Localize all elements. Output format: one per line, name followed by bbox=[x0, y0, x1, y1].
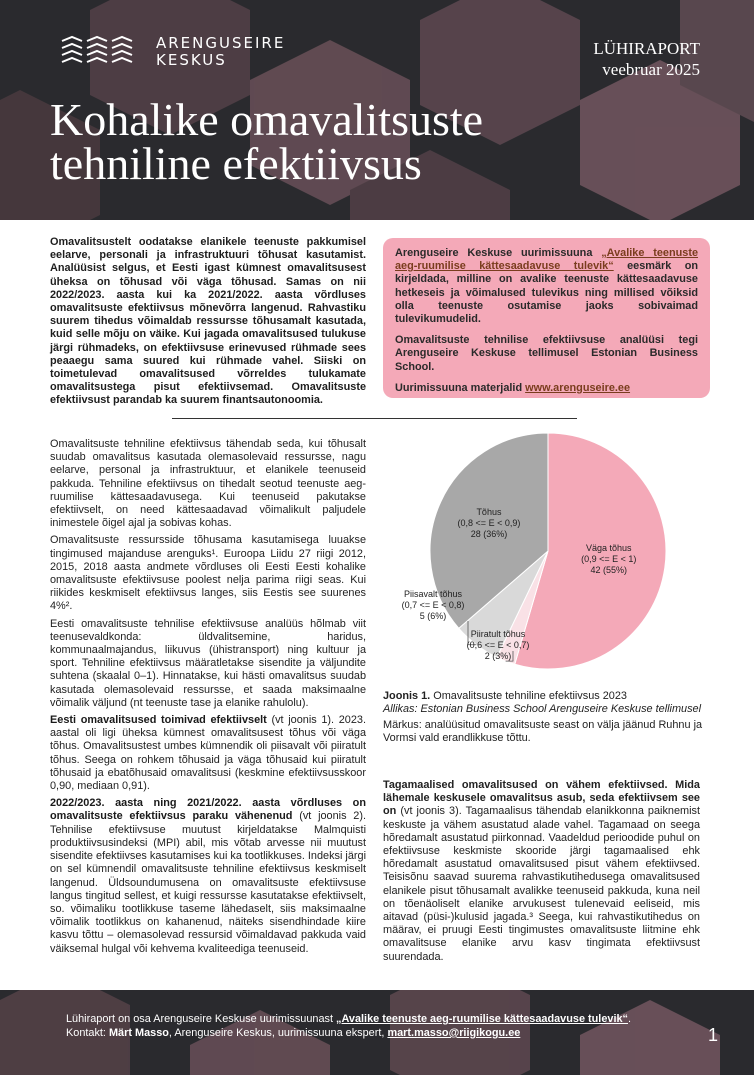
footer-line-1 bbox=[66, 1012, 631, 1026]
slice-value: 28 (36%) bbox=[470, 529, 508, 540]
paragraph: Omavalitsuste tehniline efektiivsus tähendab seda, kui tõhusalt suudab omavalitsus kasutada olemasolevaid ressursse, nagu eelarve, personal ja infrastruktuur, et elanikele teenuseid pakkuda. Tehniline efektiivsus on tihedalt seotud teenuste aeg-ruumilise kättesaadavusega. Kui teenuseid pakutakse efektiivselt, on need kättesaadavad võimalikult paljudele inimestele õigel ajal ja sobivas kohas. bbox=[50, 438, 366, 530]
paragraph: Eesti omavalitsuste tehnilise efektiivsuse analüüs hõlmab viit teenusevaldkonda: üldvalitsemine, haridus, kommunaalmajandus, liikuvus (ühistransport) ning kultuur ja sport. Tehniline efektiivsus määratletakse sisendite ja väljundite suhtena (skaalal 0–1). Hinnatakse, kui hästi omavalitsus suudab kasutada olemasolevaid ressursse, et saada maksimaalne võimalik väljund (nt teenuste tase ja elanike rahulolu). bbox=[50, 617, 366, 709]
slice-value: 42 (55%) bbox=[590, 564, 627, 575]
pie-label-1 bbox=[453, 629, 543, 662]
info-text: Uurimissuuna materjalid bbox=[395, 381, 526, 394]
paragraph-text: (vt joonis 3). Tagamaalisus tähendab elanikkonna paiknemist keskuste ja vähem asustatud alade vahel. Tagamaad on seega hõredamalt asustatud piirkonnad. Vaadeldud perioodide puhul on efektiivsuse keskmiste skooride järgi tagamaalised ehk hõredamalt asustatud omavalitsused pisut vähem efektiivsed. Teisisõnu saavad suurema rahvastikutihedusega omavalitsused elanikele pisut tõhusamalt avalikke teenuseid pakkuda, kuna neil on tõenäoliselt elanike arvukusest tulenevaid eeliseid, mis aitavad (püsi-)kulusid jagada.³ Seega, kui rahvastikutihedus on määrav, ei pruugi Eesti tingimustes omavalitsuste liitmine ehk omavalitsuse elanike arvu kasv tingimata efektiivsust suurendada. bbox=[383, 805, 700, 963]
figure-label: Joonis 1. bbox=[383, 690, 431, 702]
pie-chart-svg bbox=[383, 426, 713, 686]
contact-email-link[interactable]: mart.masso@riigikogu.ee bbox=[387, 1027, 521, 1039]
slice-value: 5 (6%) bbox=[419, 611, 447, 621]
info-paragraph-1 bbox=[395, 247, 698, 326]
arenguseire-logo-icon bbox=[60, 35, 136, 69]
logo-line1: ARENGUSEIRE bbox=[156, 34, 286, 52]
slice-range: (0,8 <= E < 0,9) bbox=[457, 518, 521, 529]
paragraph-text: (vt joonis 1). 2023. aastal oli ligi üheksa kümnest omavalitsusest tõhus või väga tõhus. Omavalitsustest umbes kümnendik oli piisavalt või piiratult tõhus. Seega on rohkem tõhusaid ja väga tõhusaid kui piiratult tõhusaid ja ebatõhusaid omavalitsusi (keskmine efektiivsusskoor 0,90, mediaan 0,91). bbox=[50, 714, 366, 793]
slice-name: Piiratult tõhus bbox=[470, 629, 526, 639]
pie-label-3 bbox=[444, 507, 534, 540]
pie-label-2 bbox=[388, 589, 478, 622]
header-banner bbox=[0, 0, 754, 220]
page-number: 1 bbox=[707, 1025, 718, 1045]
paragraph-lead: 2022/2023. aasta ning 2021/2022. aasta võrdluses on omavalitsuste efektiivsus paraku vähenenud bbox=[50, 797, 366, 823]
footer-text-part: , Arenguseire Keskus, uurimissuuna ekspert, bbox=[168, 1027, 388, 1039]
paragraph-text: (vt joonis 2). Tehnilise efektiivsuse muutust kirjeldatakse Malmquisti produktiivsusindeksi (MPI) abil, mis võtab arvesse nii muutust sisendite efektiivses kasutamises kui ka tootlikkuses. Indeksi järgi on sel kümnendil omavalitsuste tehniline efektiivsus keskmiselt langenud. Üldsoundumusena on omavalitsuste efektiivsuse langus tingitud sellest, et kuigi ressursse kasutatakse efektiivselt, so. võimaliku tootlikkuse taseme lähedaselt, siis maksimaalne võimalik tootlikkus on kahanenud, näiteks sisendhindade kiire kasvu tõttu – olemasolevad ressursid võimaldavad pakkuda vaid väiksemal hulgal või kehvema kvaliteediga teenuseid. bbox=[50, 810, 366, 955]
info-text: eesmärk on kirjeldada, milline on avalike teenuste kättesaadavuse hetkeseis ja võimalused tulevikus ning millised võiksid olla teenuste osutamise jaoks sobivaimad tulevikumudelid. bbox=[395, 260, 698, 326]
body-right-column bbox=[383, 779, 700, 964]
figure-title: Omavalitsuste tehniline efektiivsus 2023 bbox=[430, 690, 627, 702]
contact-name: Märt Masso bbox=[108, 1027, 169, 1039]
slice-name: Tõhus bbox=[476, 507, 502, 518]
slice-range: (0,6 <= E < 0,7) bbox=[466, 640, 530, 650]
footer bbox=[0, 990, 754, 1075]
slice-range: (0,9 <= E < 1) bbox=[581, 553, 637, 564]
report-type: LÜHIRAPORT bbox=[593, 39, 700, 58]
logo bbox=[60, 35, 285, 69]
body-left-column bbox=[50, 438, 366, 960]
info-paragraph-2: Omavalitsuste tehnilise efektiivsuse analüüsi tegi Arenguseire Keskuse tellimusel Estonian Business School. bbox=[395, 334, 698, 373]
footer-text-part: Lühiraport on osa Arenguseire Keskuse uurimissuunast bbox=[66, 1013, 337, 1025]
paragraph-lead: Eesti omavalitsused toimivad efektiivselt bbox=[50, 714, 267, 727]
report-date: veebruar 2025 bbox=[602, 60, 700, 79]
figure-source: Allikas: Estonian Business School Arenguseire Keskuse tellimusel bbox=[383, 703, 702, 715]
slice-name: Piisavalt tõhus bbox=[403, 589, 463, 599]
research-direction-link[interactable]: „Avalike teenuste aeg-ruumilise kättesaadavuse tulevik“ bbox=[395, 247, 699, 273]
slice-value: 2 (3%) bbox=[484, 651, 512, 661]
page-title bbox=[50, 94, 484, 189]
website-link[interactable]: www.arenguseire.ee bbox=[525, 381, 631, 394]
footer-text bbox=[66, 1012, 631, 1040]
title-line1: Kohalike omavalitsuste bbox=[50, 94, 484, 145]
logo-line2: KESKUS bbox=[156, 51, 227, 69]
paragraph bbox=[50, 797, 366, 955]
efficiency-pie-chart bbox=[383, 426, 713, 686]
intro-summary: Omavalitsustelt oodatakse elanikele teenuste pakkumisel eelarve, personali ja infrastruktuuri tõhusat kasutamist. Analüüsist selgus, et Eesti igast kümnest omavalitsusest üheksa on tõhusad või väga tõhusad. Samas on nii 2022/2023. aasta kui ka 2021/2022. aasta võrdluses omavalitsuste efektiivsus mõnevõrra langenud. Rahvastiku suurem tihedus võimaldab ressursse tõhusamalt kasutada, kuid selle mõju on väike. Kui jagada omavalitsused tulukuse järgi rühmadeks, on efektiivsuse erinevused rühmade sees peaaegu sama suured kui rühmade vahel. Siiski on toimetulevad omavalitsused võrreldes tulukamate omavalitsustega pisut efektiivsemad. Omavalitsuste efektiivsust parandab ka suurem finantsautonoomia. bbox=[50, 236, 366, 407]
section-divider bbox=[172, 418, 577, 419]
title-line2: tehniline efektiivsus bbox=[50, 138, 422, 189]
footer-research-link[interactable]: „Avalike teenuste aeg-ruumilise kättesaadavuse tulevik“ bbox=[336, 1013, 628, 1025]
paragraph bbox=[50, 714, 366, 793]
figure-note: Märkus: analüüsitud omavalitsuste seast on välja jäänud Ruhnu ja Vormsi vald erandlikkuse tõttu. bbox=[383, 719, 703, 744]
footer-line-2 bbox=[66, 1026, 631, 1040]
info-paragraph-3 bbox=[395, 382, 698, 395]
pie-label-0 bbox=[564, 543, 654, 576]
slice-name: Väga tõhus bbox=[585, 542, 632, 553]
footer-text-part: Kontakt: bbox=[66, 1027, 109, 1039]
report-tag bbox=[593, 38, 700, 80]
paragraph bbox=[383, 779, 700, 964]
slice-range: (0,7 <= E < 0,8) bbox=[401, 600, 465, 610]
info-box bbox=[383, 238, 710, 398]
figure-title-line bbox=[383, 690, 710, 703]
figure-caption bbox=[383, 690, 710, 745]
info-text: Arenguseire Keskuse uurimissuuna bbox=[395, 247, 602, 259]
paragraph-lead: Tagamaalised omavalitsused on vähem efektiivsed. Mida lähemale keskusele omavalitsus asub, seda efektiivsem see on bbox=[383, 779, 700, 818]
paragraph: Omavalitsuste ressursside tõhusama kasutamisega luuakse tingimused majanduse arenguks¹. Euroopa Liidu 27 riigi 2012, 2015, 2018 aasta andmete võrdluses oli Eesti Eesti kohalike omavalitsuste efektiivsuse poolest nelja parima riigi seas. Kui riikides keskmiselt efektiivsus langes, siis Eestis see suurenes 4%². bbox=[50, 534, 366, 613]
footer-text-part: . bbox=[627, 1013, 632, 1025]
